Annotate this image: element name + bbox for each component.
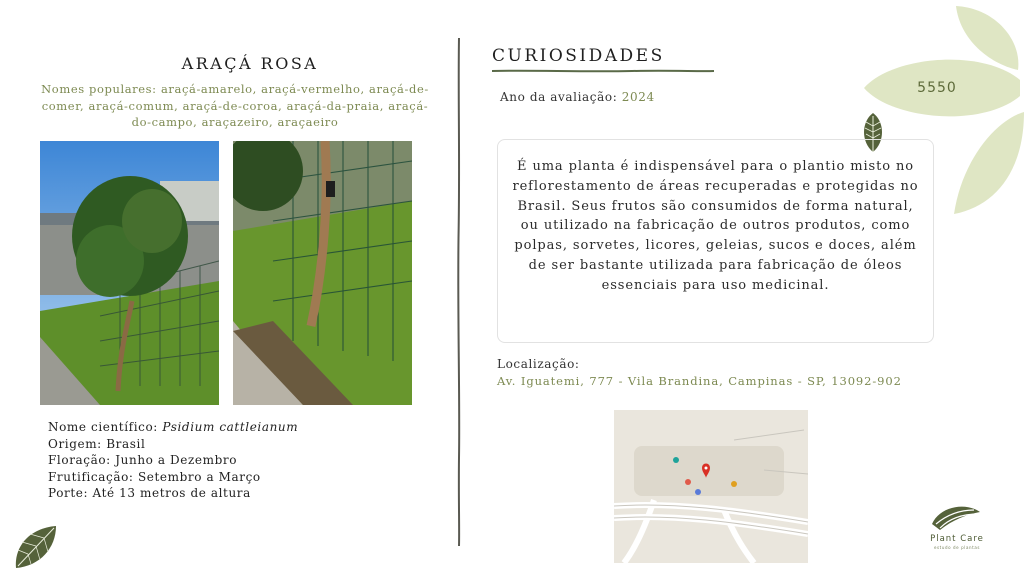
- plant-photo-tree: [40, 141, 219, 405]
- badge-number: 5550: [917, 80, 957, 96]
- curiosities-title: CURIOSIDADES: [492, 46, 665, 66]
- brand-tagline: estudo de plantas: [933, 545, 981, 550]
- fact-fruiting: [48, 469, 298, 486]
- fact-size: [48, 485, 298, 502]
- title-underline: [492, 68, 714, 74]
- curiosity-text: É uma planta é indispensável para o plantio misto no reflorestamento de áreas recuperadas e protegidas no Brasil. Seus frutos são consumidos de forma natural, ou utilizado na fabricação de outros produtos, como polpas, sorvetes, licores, geleias, sucos e doces, além de ser bastante utilizada para fabricação de óleos essenciais para uso medicinal.: [512, 159, 919, 293]
- fact-origin: [48, 436, 298, 453]
- fact-scientific-name: [48, 419, 298, 436]
- fact-value: Junho a Dezembro: [115, 453, 238, 467]
- fact-value: Setembro a Março: [137, 469, 261, 484]
- fact-label: Origem:: [48, 436, 102, 451]
- curiosity-card: [497, 139, 934, 343]
- column-divider: [455, 38, 463, 546]
- popular-names-label: Nomes populares:: [41, 82, 157, 96]
- popular-names: [34, 81, 436, 131]
- evaluation-year-value: 2024: [621, 90, 655, 104]
- fact-label: Porte:: [48, 486, 89, 500]
- location-address: Av. Iguatemi, 777 - Vila Brandina, Campinas - SP, 13092-902: [497, 374, 902, 388]
- fact-label: Frutificação:: [48, 469, 134, 484]
- location-label: Localização:: [497, 357, 580, 371]
- fact-label: Floração:: [48, 453, 111, 467]
- brand-name: Plant Care: [930, 534, 984, 544]
- evaluation-year-label: Ano da avaliação:: [500, 90, 618, 104]
- location-map[interactable]: [614, 410, 808, 563]
- plant-care-logo: [930, 502, 982, 532]
- fact-value: Brasil: [106, 436, 146, 451]
- plant-facts: [48, 419, 298, 502]
- evaluation-year: [500, 90, 655, 104]
- fact-flowering: [48, 452, 298, 469]
- fact-value: Até 13 metros de altura: [92, 486, 251, 500]
- leaf-icon: [10, 522, 60, 572]
- fact-value: Psidium cattleianum: [162, 420, 299, 434]
- plant-photo-trunk: [233, 141, 412, 405]
- fact-label: Nome científico:: [48, 420, 158, 434]
- popular-names-value: araçá-amarelo, araçá-vermelho, araçá-de-comer, araçá-comum, araçá-de-coroa, araçá-da-praia, araçá-do-campo, araçazeiro, araçaeiro: [41, 82, 429, 129]
- plant-common-name: ARAÇÁ ROSA: [181, 54, 319, 73]
